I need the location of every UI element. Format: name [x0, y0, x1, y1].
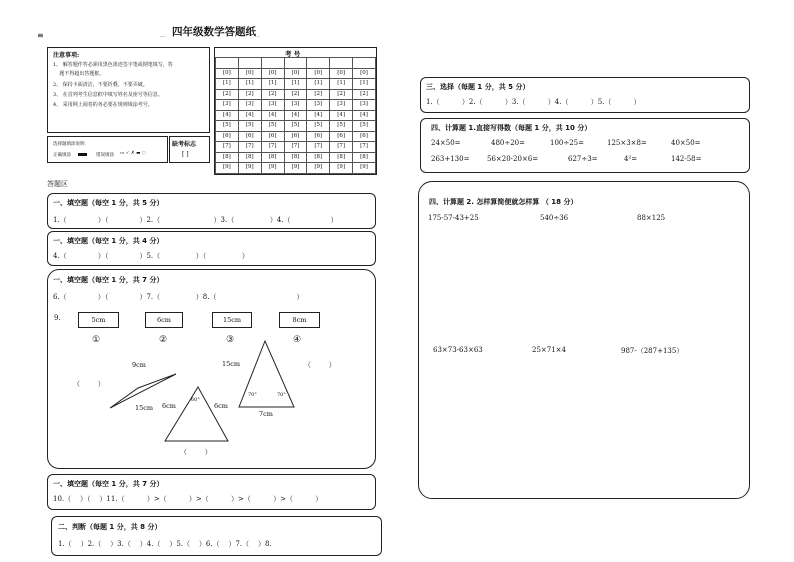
rect-5cm: 5cm — [78, 312, 119, 328]
kaohao-bubble[interactable]: [3] — [216, 100, 239, 111]
rect-8cm: 8cm — [279, 312, 320, 328]
kaohao-bubble[interactable]: [1] — [261, 79, 284, 90]
kaohao-bubble[interactable]: [2] — [284, 89, 307, 100]
kaohao-bubble[interactable]: [0] — [330, 68, 353, 79]
answer-area-label: 答题区 — [47, 180, 68, 188]
fill-example-box — [47, 136, 168, 163]
section-header: 一、填空题（每空 1 分，共 5 分） — [53, 199, 164, 207]
tri2-answer[interactable]: （ ） — [180, 448, 212, 456]
circle-num-1: ① — [92, 335, 101, 345]
section-fill-3 — [47, 269, 376, 469]
kaohao-input-cell[interactable] — [307, 58, 330, 69]
kaohao-bubble[interactable]: [3] — [307, 100, 330, 111]
kaohao-bubble[interactable]: [7] — [353, 142, 376, 153]
page-title: 四年级数学答题纸 — [172, 26, 256, 38]
section-header: 一、填空题（每空 1 分，共 7 分） — [53, 276, 164, 284]
kaohao-bubble[interactable]: [7] — [330, 142, 353, 153]
tri2-angle: 60° — [191, 397, 200, 403]
kaohao-bubble[interactable]: [4] — [307, 110, 330, 121]
calc-item: 175-57-43+25 — [428, 214, 479, 222]
kaohao-box — [214, 47, 377, 175]
kaohao-bubble[interactable]: [9] — [353, 163, 376, 174]
triangle-equilateral-shape — [165, 387, 228, 441]
kaohao-bubble[interactable]: [4] — [238, 110, 261, 121]
kaohao-bubble[interactable]: [3] — [353, 100, 376, 111]
kaohao-bubble[interactable]: [0] — [353, 68, 376, 79]
kaohao-bubble[interactable]: [2] — [307, 89, 330, 100]
calc-item: 88×125 — [637, 214, 666, 222]
kaohao-bubble[interactable]: [6] — [284, 131, 307, 142]
kaohao-bubble[interactable]: [2] — [353, 89, 376, 100]
section-header: 一、填空题（每空 1 分，共 4 分） — [53, 237, 164, 245]
section-calc-2 — [418, 181, 750, 499]
calc-item: 63×73-63×63 — [433, 346, 483, 354]
kaohao-input-cell[interactable] — [330, 58, 353, 69]
answer-line[interactable]: 10.（ ）（ ）11.（ ）>（ ）>（ ）>（ ）>（ ） — [53, 495, 323, 503]
section-calc-1 — [420, 118, 750, 173]
kaohao-bubble[interactable]: [4] — [261, 110, 284, 121]
kaohao-bubble[interactable]: [0] — [307, 68, 330, 79]
kaohao-bubble[interactable]: [7] — [261, 142, 284, 153]
kaohao-bubble[interactable]: [8] — [330, 152, 353, 163]
tri1-side-15cm: 15cm — [135, 404, 154, 412]
kaohao-bubble[interactable]: [6] — [216, 131, 239, 142]
tri2-side-a: 6cm — [162, 402, 176, 410]
rect-15cm: 15cm — [212, 312, 252, 328]
notice-item: 3、 在首列考生信息框中填写姓名及座号等信息。 — [53, 92, 163, 98]
header-dots: .... — [160, 34, 166, 39]
kaohao-bubble[interactable]: [4] — [216, 110, 239, 121]
q9-label: 9. — [54, 314, 61, 322]
kaohao-input-cell[interactable] — [284, 58, 307, 69]
section-header: 四、计算题 2. 怎样算简便就怎样算 （ 18 分） — [429, 198, 578, 206]
circle-num-2: ② — [159, 335, 168, 345]
kaohao-input-cell[interactable] — [216, 58, 239, 69]
section-header: 二、判断（每题 1 分，共 8 分） — [58, 523, 162, 531]
calc-item: 24×50= — [431, 139, 461, 147]
kaohao-bubble[interactable]: [4] — [284, 110, 307, 121]
calc-item: 142-58= — [671, 155, 702, 163]
kaohao-bubble[interactable]: [1] — [216, 79, 239, 90]
menu-icon: ≡ — [37, 31, 44, 40]
calc-item: 56×20-20×6= — [487, 155, 539, 163]
circle-num-4: ④ — [293, 335, 302, 345]
kaohao-bubble[interactable]: [4] — [330, 110, 353, 121]
kaohao-bubble[interactable]: [9] — [216, 163, 239, 174]
kaohao-bubble[interactable]: [3] — [330, 100, 353, 111]
kaohao-bubble[interactable]: [1] — [330, 79, 353, 90]
kaohao-bubble[interactable]: [8] — [216, 152, 239, 163]
absent-label: 缺考标志 — [172, 141, 197, 148]
kaohao-bubble[interactable]: [8] — [284, 152, 307, 163]
calc-item: 4²= — [624, 155, 638, 163]
absent-box — [169, 136, 210, 163]
kaohao-bubble[interactable]: [1] — [238, 79, 261, 90]
kaohao-bubble[interactable]: [7] — [284, 142, 307, 153]
kaohao-bubble[interactable]: [0] — [261, 68, 284, 79]
answer-line[interactable]: 4.（ ）（ ）5.（ ）（ ） — [53, 252, 249, 260]
calc-item: 987-（287+135） — [621, 347, 684, 355]
calc-item: 263+130= — [431, 155, 470, 163]
kaohao-bubble[interactable]: [5] — [307, 121, 330, 132]
kaohao-bubble[interactable]: [9] — [330, 163, 353, 174]
absent-checkbox[interactable]: [ ] — [182, 151, 189, 158]
notice-title: 注意事项: — [53, 52, 80, 59]
kaohao-bubble[interactable]: [9] — [261, 163, 284, 174]
kaohao-bubble[interactable]: [1] — [353, 79, 376, 90]
kaohao-bubble[interactable]: [7] — [307, 142, 330, 153]
kaohao-bubble[interactable]: [3] — [261, 100, 284, 111]
kaohao-bubble[interactable]: [0] — [284, 68, 307, 79]
kaohao-bubble[interactable]: [6] — [353, 131, 376, 142]
kaohao-bubble[interactable]: [9] — [284, 163, 307, 174]
filled-mark-icon — [78, 153, 87, 156]
tri3-angle-2: 70° — [277, 392, 286, 398]
tri3-side: 15cm — [222, 360, 241, 368]
tri3-angle-1: 70° — [248, 392, 257, 398]
kaohao-bubble[interactable]: [6] — [307, 131, 330, 142]
section-fill-2 — [47, 231, 376, 266]
kaohao-input-cell[interactable] — [261, 58, 284, 69]
calc-item: 100÷25= — [550, 139, 584, 147]
answer-line[interactable]: 1.（ ）（ ）2.（ ）3.（ ）4.（ ） — [53, 216, 338, 224]
kaohao-bubble[interactable]: [9] — [238, 163, 261, 174]
kaohao-bubble[interactable]: [5] — [330, 121, 353, 132]
kaohao-bubble[interactable]: [3] — [238, 100, 261, 111]
section-header: 一、填空题（每空 1 分，共 7 分） — [53, 480, 164, 488]
notice-item: 4、 采用网上阅卷的务必要在规则填涂考号。 — [53, 102, 153, 108]
calc-item: 125×3×8= — [607, 139, 647, 147]
fill-wrong-label: 错误填涂 — [96, 153, 114, 158]
kaohao-bubble[interactable]: [2] — [238, 89, 261, 100]
kaohao-bubble[interactable]: [6] — [261, 131, 284, 142]
wrong-marks-icon: ▭ ✓ ✗ ▬ ◌ — [120, 151, 146, 156]
rect-6cm: 6cm — [145, 312, 183, 328]
kaohao-bubble[interactable]: [0] — [238, 68, 261, 79]
kaohao-bubble[interactable]: [2] — [216, 89, 239, 100]
kaohao-bubble[interactable]: [5] — [261, 121, 284, 132]
section-header: 四、计算题 1.直接写得数（每题 1 分，共 10 分） — [431, 124, 592, 132]
kaohao-title: 考 号 — [285, 50, 301, 58]
kaohao-input-cell[interactable] — [238, 58, 261, 69]
header-dots-2: .. — [257, 34, 260, 39]
calc-item: 480÷20= — [491, 139, 525, 147]
kaohao-bubble[interactable]: [6] — [330, 131, 353, 142]
section-choice — [420, 77, 750, 113]
section-fill-1 — [47, 193, 376, 229]
kaohao-bubble[interactable]: [5] — [353, 121, 376, 132]
kaohao-bubble[interactable]: [5] — [216, 121, 239, 132]
fill-example-label: 选择题填涂说明： — [53, 142, 89, 147]
tri1-answer[interactable]: （ ） — [73, 380, 105, 388]
notice-item: 1、 解答题作答必须用黑色墨迹签字笔或钢笔填写，答 — [53, 62, 173, 68]
kaohao-bubble[interactable]: [8] — [307, 152, 330, 163]
calc-item: 40×50= — [671, 139, 701, 147]
kaohao-bubble[interactable]: [8] — [353, 152, 376, 163]
tri1-side-9cm: 9cm — [132, 361, 146, 369]
answer-line[interactable]: 6.（ ）（ ）7.（ ）8.（ ） — [53, 293, 304, 301]
kaohao-bubble[interactable]: [1] — [307, 79, 330, 90]
kaohao-bubble[interactable]: [0] — [216, 68, 239, 79]
fill-correct-label: 正确填涂 — [53, 153, 71, 158]
notice-box — [47, 47, 210, 133]
section-fill-4 — [47, 474, 376, 510]
kaohao-bubble[interactable]: [5] — [284, 121, 307, 132]
kaohao-bubble[interactable]: [5] — [238, 121, 261, 132]
answer-line[interactable]: 1.（ ）2.（ ）3.（ ）4.（ ）5.（ ）6.（ ）7.（ ）8. — [58, 540, 272, 548]
kaohao-bubble[interactable]: [8] — [238, 152, 261, 163]
kaohao-input-cell[interactable] — [353, 58, 376, 69]
section-judge — [51, 516, 382, 556]
notice-item: 题不得超出答题框。 — [53, 71, 105, 77]
kaohao-bubble[interactable]: [8] — [261, 152, 284, 163]
kaohao-bubble[interactable]: [6] — [238, 131, 261, 142]
tri2-side-b: 6cm — [214, 402, 228, 410]
kaohao-bubble[interactable]: [7] — [238, 142, 261, 153]
circle-num-3: ③ — [226, 335, 235, 345]
tri3-base: 7cm — [259, 410, 273, 418]
kaohao-grid — [215, 57, 376, 174]
tri3-answer[interactable]: （ ） — [304, 361, 336, 369]
calc-item: 627÷3= — [568, 155, 598, 163]
section-header: 三、选择（每题 1 分，共 5 分） — [426, 83, 530, 91]
kaohao-bubble[interactable]: [1] — [284, 79, 307, 90]
calc-item: 25×71×4 — [532, 346, 566, 354]
kaohao-bubble[interactable]: [2] — [261, 89, 284, 100]
calc-item: 540÷36 — [540, 214, 569, 222]
notice-item: 2、 保持卡面清洁，不要折叠，不要弄破。 — [53, 82, 148, 88]
answer-line[interactable]: 1.（ ）2.（ ）3.（ ）4.（ ）5.（ ） — [426, 98, 641, 106]
kaohao-bubble[interactable]: [4] — [353, 110, 376, 121]
kaohao-bubble[interactable]: [2] — [330, 89, 353, 100]
kaohao-bubble[interactable]: [3] — [284, 100, 307, 111]
kaohao-bubble[interactable]: [7] — [216, 142, 239, 153]
kaohao-bubble[interactable]: [9] — [307, 163, 330, 174]
